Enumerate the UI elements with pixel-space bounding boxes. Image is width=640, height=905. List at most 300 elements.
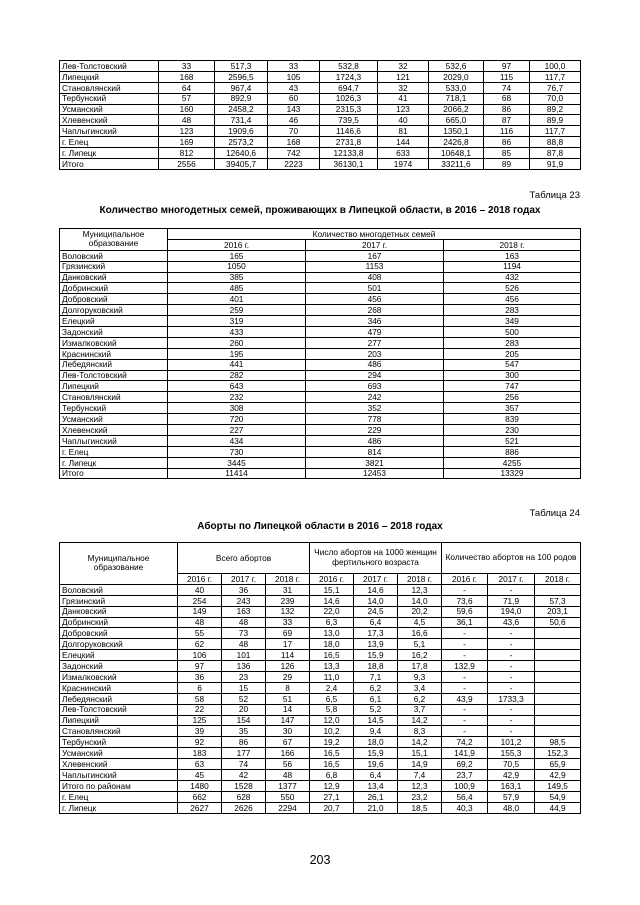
- table-row: [60, 715, 581, 726]
- value-cell: 42,9: [488, 770, 535, 781]
- value-cell: 12133,8: [320, 148, 378, 159]
- value-cell: 239: [266, 595, 310, 606]
- value-cell: 2294: [266, 802, 310, 813]
- value-cell: 2223: [268, 159, 320, 170]
- table-row: [60, 617, 581, 628]
- value-cell: 64: [159, 82, 215, 93]
- value-cell: 5,8: [310, 704, 354, 715]
- value-cell: 40: [378, 115, 429, 126]
- table-row: [60, 704, 581, 715]
- value-cell: 144: [378, 137, 429, 148]
- value-cell: 36: [178, 672, 222, 683]
- table-row: [60, 61, 581, 72]
- table-row: [60, 305, 581, 316]
- value-cell: 12640,6: [215, 148, 268, 159]
- value-cell: 123: [378, 104, 429, 115]
- table-row: [60, 425, 581, 436]
- value-cell: 11,0: [310, 672, 354, 683]
- value-cell: 4,5: [398, 617, 442, 628]
- value-cell: 1377: [266, 780, 310, 791]
- table-row: [60, 737, 581, 748]
- table-row: [60, 780, 581, 791]
- value-cell: 163: [444, 250, 581, 261]
- header-year: 2017 г.: [488, 574, 535, 585]
- table-row: [60, 628, 581, 639]
- value-cell: 693: [306, 381, 444, 392]
- value-cell: 31: [266, 584, 310, 595]
- value-cell: 2731,8: [320, 137, 378, 148]
- value-cell: 203: [306, 348, 444, 359]
- value-cell: 747: [444, 381, 581, 392]
- value-cell: 56,4: [442, 791, 488, 802]
- value-cell: 43,9: [442, 693, 488, 704]
- value-cell: 16,6: [398, 628, 442, 639]
- value-cell: 48: [266, 770, 310, 781]
- value-cell: [535, 726, 581, 737]
- value-cell: 48: [222, 617, 266, 628]
- row-label-cell: Лев-Толстовский: [60, 370, 168, 381]
- value-cell: 718,1: [429, 93, 484, 104]
- value-cell: 6,1: [354, 693, 398, 704]
- value-cell: 63: [178, 759, 222, 770]
- value-cell: 46: [268, 115, 320, 126]
- table-row: [60, 261, 581, 272]
- value-cell: 13329: [444, 468, 581, 479]
- value-cell: 17: [266, 639, 310, 650]
- value-cell: 7,1: [354, 672, 398, 683]
- value-cell: -: [488, 704, 535, 715]
- row-label-cell: Чаплыгинский: [60, 770, 178, 781]
- table-row: [60, 104, 581, 115]
- table-row: [60, 337, 581, 348]
- value-cell: 121: [378, 71, 429, 82]
- value-cell: 32: [378, 61, 429, 72]
- value-cell: 433: [168, 327, 306, 338]
- value-cell: 23,7: [442, 770, 488, 781]
- row-label-cell: Усманский: [60, 748, 178, 759]
- value-cell: 12453: [306, 468, 444, 479]
- value-cell: 243: [222, 595, 266, 606]
- value-cell: 73: [222, 628, 266, 639]
- value-cell: 35: [222, 726, 266, 737]
- value-cell: 1733,3: [488, 693, 535, 704]
- table-row: [60, 650, 581, 661]
- value-cell: 532,6: [429, 61, 484, 72]
- value-cell: 39405,7: [215, 159, 268, 170]
- value-cell: 550: [266, 791, 310, 802]
- row-label-cell: Становлянский: [60, 392, 168, 403]
- table-row: [60, 370, 581, 381]
- value-cell: 132,9: [442, 661, 488, 672]
- value-cell: 357: [444, 403, 581, 414]
- value-cell: 665,0: [429, 115, 484, 126]
- table-row: [60, 115, 581, 126]
- value-cell: 89,9: [530, 115, 581, 126]
- row-label-cell: Воловский: [60, 584, 178, 595]
- value-cell: 3,7: [398, 704, 442, 715]
- row-label-cell: Грязинский: [60, 261, 168, 272]
- value-cell: 1909,6: [215, 126, 268, 137]
- value-cell: 256: [444, 392, 581, 403]
- value-cell: 1724,3: [320, 71, 378, 82]
- value-cell: 6,2: [398, 693, 442, 704]
- value-cell: 434: [168, 435, 306, 446]
- value-cell: 2573,2: [215, 137, 268, 148]
- value-cell: 88,8: [530, 137, 581, 148]
- value-cell: 521: [444, 435, 581, 446]
- value-cell: 17,3: [354, 628, 398, 639]
- value-cell: 81: [378, 126, 429, 137]
- value-cell: 97: [178, 661, 222, 672]
- row-label-cell: Долгоруковский: [60, 305, 168, 316]
- value-cell: 33211,6: [429, 159, 484, 170]
- row-label-cell: Грязинский: [60, 595, 178, 606]
- table-row: [60, 770, 581, 781]
- value-cell: [535, 661, 581, 672]
- value-cell: 183: [178, 748, 222, 759]
- value-cell: 2066,2: [429, 104, 484, 115]
- value-cell: -: [442, 584, 488, 595]
- row-label-cell: Краснинский: [60, 348, 168, 359]
- row-label-cell: Лев-Толстовский: [60, 61, 159, 72]
- value-cell: 242: [306, 392, 444, 403]
- header-per-1000-women: Число абортов на 1000 женщин фертильного возраста: [310, 543, 442, 574]
- table-row: [60, 392, 581, 403]
- value-cell: 30: [266, 726, 310, 737]
- row-label-cell: Становлянский: [60, 82, 159, 93]
- value-cell: 14,0: [354, 595, 398, 606]
- value-cell: 13,3: [310, 661, 354, 672]
- header-per-100-births: Количество абортов на 100 родов: [442, 543, 581, 574]
- value-cell: 2556: [159, 159, 215, 170]
- value-cell: 1146,6: [320, 126, 378, 137]
- value-cell: 533,0: [429, 82, 484, 93]
- table-row: [60, 283, 581, 294]
- value-cell: [535, 639, 581, 650]
- table-23: [59, 228, 581, 479]
- value-cell: 147: [266, 715, 310, 726]
- value-cell: 22: [178, 704, 222, 715]
- value-cell: 742: [268, 148, 320, 159]
- value-cell: 58: [178, 693, 222, 704]
- value-cell: 87,8: [530, 148, 581, 159]
- value-cell: 6,5: [310, 693, 354, 704]
- row-label-cell: Итого по районам: [60, 780, 178, 791]
- value-cell: 13,4: [354, 780, 398, 791]
- value-cell: 27,1: [310, 791, 354, 802]
- value-cell: 282: [168, 370, 306, 381]
- row-label-cell: г. Липецк: [60, 802, 178, 813]
- value-cell: 55: [178, 628, 222, 639]
- value-cell: 60: [268, 93, 320, 104]
- value-cell: -: [442, 704, 488, 715]
- value-cell: -: [488, 682, 535, 693]
- table-row: [60, 327, 581, 338]
- value-cell: 62: [178, 639, 222, 650]
- row-label-cell: Измалковский: [60, 672, 178, 683]
- row-label-cell: Долгоруковский: [60, 639, 178, 650]
- value-cell: 59,6: [442, 606, 488, 617]
- value-cell: 19,6: [354, 759, 398, 770]
- continued-table: [59, 60, 581, 170]
- value-cell: 277: [306, 337, 444, 348]
- value-cell: [535, 715, 581, 726]
- value-cell: 308: [168, 403, 306, 414]
- value-cell: 5,2: [354, 704, 398, 715]
- value-cell: 169: [159, 137, 215, 148]
- value-cell: 268: [306, 305, 444, 316]
- value-cell: 501: [306, 283, 444, 294]
- header-year: 2016 г.: [178, 574, 222, 585]
- value-cell: -: [488, 628, 535, 639]
- value-cell: 349: [444, 316, 581, 327]
- table-row: [60, 359, 581, 370]
- value-cell: 45: [178, 770, 222, 781]
- value-cell: 5,1: [398, 639, 442, 650]
- row-label-cell: г. Липецк: [60, 457, 168, 468]
- value-cell: 1350,1: [429, 126, 484, 137]
- header-year: 2017 г.: [354, 574, 398, 585]
- value-cell: 74: [484, 82, 530, 93]
- value-cell: 16,5: [310, 650, 354, 661]
- value-cell: 408: [306, 272, 444, 283]
- value-cell: 73,6: [442, 595, 488, 606]
- value-cell: 18,0: [310, 639, 354, 650]
- value-cell: 720: [168, 414, 306, 425]
- table-24-label: Таблица 24: [529, 508, 580, 519]
- value-cell: 36,1: [442, 617, 488, 628]
- value-cell: 967,4: [215, 82, 268, 93]
- row-label-cell: Краснинский: [60, 682, 178, 693]
- value-cell: 89,2: [530, 104, 581, 115]
- row-label-cell: Воловский: [60, 250, 168, 261]
- value-cell: 6,3: [310, 617, 354, 628]
- table-row: [60, 726, 581, 737]
- value-cell: 143: [268, 104, 320, 115]
- value-cell: 9,4: [354, 726, 398, 737]
- value-cell: 18,8: [354, 661, 398, 672]
- value-cell: 86: [222, 737, 266, 748]
- table-row: [60, 672, 581, 683]
- value-cell: -: [442, 682, 488, 693]
- value-cell: 731,4: [215, 115, 268, 126]
- value-cell: 36130,1: [320, 159, 378, 170]
- value-cell: 14,9: [398, 759, 442, 770]
- value-cell: 32: [378, 82, 429, 93]
- value-cell: 13,0: [310, 628, 354, 639]
- value-cell: 91,9: [530, 159, 581, 170]
- value-cell: 14,6: [310, 595, 354, 606]
- value-cell: 401: [168, 294, 306, 305]
- row-label-cell: Усманский: [60, 104, 159, 115]
- value-cell: [535, 628, 581, 639]
- table-row: [60, 606, 581, 617]
- value-cell: 230: [444, 425, 581, 436]
- value-cell: 227: [168, 425, 306, 436]
- value-cell: 33: [268, 61, 320, 72]
- value-cell: 71,9: [488, 595, 535, 606]
- value-cell: 36: [222, 584, 266, 595]
- value-cell: 48: [222, 639, 266, 650]
- row-label-cell: Итого: [60, 159, 159, 170]
- value-cell: 20: [222, 704, 266, 715]
- value-cell: 106: [178, 650, 222, 661]
- value-cell: 23,2: [398, 791, 442, 802]
- table-row: [60, 159, 581, 170]
- value-cell: 12,0: [310, 715, 354, 726]
- value-cell: 259: [168, 305, 306, 316]
- value-cell: 2315,3: [320, 104, 378, 115]
- value-cell: 115: [484, 71, 530, 82]
- value-cell: 89: [484, 159, 530, 170]
- value-cell: 260: [168, 337, 306, 348]
- value-cell: 116: [484, 126, 530, 137]
- table-row: [60, 294, 581, 305]
- value-cell: 39: [178, 726, 222, 737]
- value-cell: 100,9: [442, 780, 488, 791]
- value-cell: 633: [378, 148, 429, 159]
- value-cell: 17,8: [398, 661, 442, 672]
- table-row: [60, 748, 581, 759]
- value-cell: 43: [268, 82, 320, 93]
- value-cell: 177: [222, 748, 266, 759]
- value-cell: 23: [222, 672, 266, 683]
- value-cell: 1480: [178, 780, 222, 791]
- value-cell: 14,0: [398, 595, 442, 606]
- value-cell: [535, 682, 581, 693]
- value-cell: 69,2: [442, 759, 488, 770]
- row-label-cell: Липецкий: [60, 71, 159, 82]
- value-cell: 892,9: [215, 93, 268, 104]
- value-cell: [535, 672, 581, 683]
- value-cell: [535, 584, 581, 595]
- value-cell: 20,7: [310, 802, 354, 813]
- value-cell: 56: [266, 759, 310, 770]
- row-label-cell: Тербунский: [60, 93, 159, 104]
- value-cell: 16,5: [310, 759, 354, 770]
- header-year: 2018 г.: [444, 239, 581, 250]
- value-cell: -: [488, 639, 535, 650]
- value-cell: 1974: [378, 159, 429, 170]
- row-label-cell: г. Липецк: [60, 148, 159, 159]
- row-label-cell: Липецкий: [60, 381, 168, 392]
- value-cell: 15,9: [354, 748, 398, 759]
- table-row: [60, 791, 581, 802]
- value-cell: 40: [178, 584, 222, 595]
- row-label-cell: Липецкий: [60, 715, 178, 726]
- value-cell: 10648,1: [429, 148, 484, 159]
- value-cell: 21,0: [354, 802, 398, 813]
- value-cell: 294: [306, 370, 444, 381]
- row-label-cell: Становлянский: [60, 726, 178, 737]
- value-cell: 16,5: [310, 748, 354, 759]
- value-cell: -: [442, 650, 488, 661]
- value-cell: 76,7: [530, 82, 581, 93]
- value-cell: 886: [444, 446, 581, 457]
- value-cell: [535, 650, 581, 661]
- header-year: 2018 г.: [266, 574, 310, 585]
- value-cell: 101: [222, 650, 266, 661]
- value-cell: 486: [306, 359, 444, 370]
- value-cell: 283: [444, 305, 581, 316]
- value-cell: 126: [266, 661, 310, 672]
- value-cell: 167: [306, 250, 444, 261]
- table-row: [60, 403, 581, 414]
- row-label-cell: Лев-Толстовский: [60, 704, 178, 715]
- value-cell: 149: [178, 606, 222, 617]
- value-cell: 14: [266, 704, 310, 715]
- value-cell: 694,7: [320, 82, 378, 93]
- header-year: 2017 г.: [306, 239, 444, 250]
- value-cell: 70: [268, 126, 320, 137]
- value-cell: 812: [159, 148, 215, 159]
- value-cell: 33: [266, 617, 310, 628]
- value-cell: 319: [168, 316, 306, 327]
- value-cell: 97: [484, 61, 530, 72]
- value-cell: -: [442, 639, 488, 650]
- row-label-cell: Итого: [60, 468, 168, 479]
- value-cell: 194,0: [488, 606, 535, 617]
- table-row: [60, 148, 581, 159]
- value-cell: 7,4: [398, 770, 442, 781]
- header-municipality: Муниципальное образование: [60, 229, 168, 251]
- value-cell: 2626: [222, 802, 266, 813]
- value-cell: 517,3: [215, 61, 268, 72]
- value-cell: -: [488, 584, 535, 595]
- table-row: [60, 584, 581, 595]
- value-cell: 662: [178, 791, 222, 802]
- row-label-cell: Измалковский: [60, 337, 168, 348]
- row-label-cell: Добринский: [60, 617, 178, 628]
- value-cell: 3445: [168, 457, 306, 468]
- table-row: [60, 446, 581, 457]
- value-cell: 18,0: [354, 737, 398, 748]
- table-row: [60, 381, 581, 392]
- value-cell: 40,3: [442, 802, 488, 813]
- value-cell: 526: [444, 283, 581, 294]
- row-label-cell: г. Елец: [60, 791, 178, 802]
- value-cell: 29: [266, 672, 310, 683]
- value-cell: 20,2: [398, 606, 442, 617]
- value-cell: 98,5: [535, 737, 581, 748]
- value-cell: 10,2: [310, 726, 354, 737]
- value-cell: 15: [222, 682, 266, 693]
- value-cell: 1153: [306, 261, 444, 272]
- value-cell: 6,8: [310, 770, 354, 781]
- row-label-cell: Тербунский: [60, 403, 168, 414]
- row-label-cell: Данковский: [60, 606, 178, 617]
- page-number: 203: [309, 853, 331, 867]
- value-cell: 50,6: [535, 617, 581, 628]
- row-label-cell: Хлевенский: [60, 425, 168, 436]
- value-cell: [535, 693, 581, 704]
- value-cell: 13,9: [354, 639, 398, 650]
- table-24-title: Аборты по Липецкой области в 2016 – 2018 годах: [197, 521, 443, 532]
- value-cell: 739,5: [320, 115, 378, 126]
- value-cell: 1194: [444, 261, 581, 272]
- table-row: [60, 759, 581, 770]
- value-cell: 101,2: [488, 737, 535, 748]
- value-cell: 24,5: [354, 606, 398, 617]
- value-cell: 92: [178, 737, 222, 748]
- row-label-cell: Добровский: [60, 294, 168, 305]
- value-cell: 11414: [168, 468, 306, 479]
- value-cell: 42: [222, 770, 266, 781]
- value-cell: -: [442, 628, 488, 639]
- row-label-cell: Чаплыгинский: [60, 126, 159, 137]
- header-year: 2018 г.: [535, 574, 581, 585]
- value-cell: 6: [178, 682, 222, 693]
